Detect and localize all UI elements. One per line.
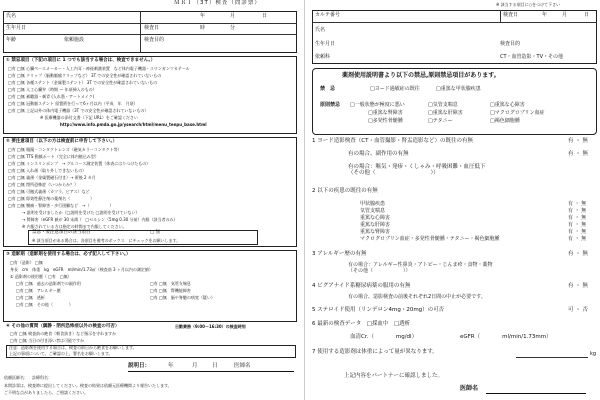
summary-note: ※ 該当項目がある場合は、各項目を備考のボックス にチェックをお願いします。	[32, 238, 181, 243]
age-label: 年齢	[6, 37, 17, 43]
name-label: 氏名	[315, 27, 326, 33]
exam-date-label: 検査日	[144, 25, 160, 31]
question-1-detail[interactable]: 有の場合：嘔気・発疹・くしゃみ・呼吸困難・血圧低下 （その他（ ））	[348, 164, 486, 177]
signature-line[interactable]	[128, 371, 294, 372]
contra-item[interactable]: □有 □無 上記以外の体内電子機器（3T での安全性が確認されていないもの）	[8, 108, 149, 113]
disease-item: 甲状腺疾患	[360, 201, 386, 207]
disease-answer[interactable]: 有 ・ 無	[568, 201, 587, 207]
lab-cr[interactable]: 血清Cr.（ mg/dl）	[350, 334, 418, 340]
question-1: 1 ヨード造影検査（CT・血管撮影・腎盂造影など）の既往の有無	[312, 138, 473, 144]
question-4-detail: 有の場合、造影検査の前後それぞれ2日間の中止が必要です。	[348, 294, 486, 300]
kg-unit: kg	[590, 351, 597, 357]
drug-contra-heading: 薬剤使用説明書より以下の禁忌,原則禁忌項目があります。	[342, 72, 500, 79]
other-row[interactable]: □有 □無 当日の付き添い者は可能ですか	[10, 338, 85, 343]
exam-type-options[interactable]: CT・血管造影・TV・その他	[500, 54, 564, 60]
footer-line: 本問診票は、検査時に提出してください。検査の結果は依頼元医療機関より報告いたします。	[4, 383, 172, 388]
exam-purpose-label: 検査目的	[500, 41, 521, 47]
contra-item[interactable]: □有 □無 クリップ（脳動脈瘤クリップなど） 3T での安全性が確認されていないもの	[8, 73, 162, 78]
note-line: 上記の事項について、ご確認の上、署名をお願いします。	[9, 351, 113, 356]
contra-item[interactable]: □有 □無 補聴器・刺青 (入れ墨・アートメイク)	[8, 94, 95, 99]
contra-item[interactable]: □有 □無 冠動脈ステント 留置術を行って6ヶ月以内（平成 年 月頃）	[8, 101, 138, 106]
warn-item[interactable]: □有 □無 インスリンポンプ → グルコース測定装置（体表にはりつけたもの）	[8, 161, 151, 166]
question-4: 4 ビグアナイド系糖尿病薬の服用の有無	[312, 283, 411, 289]
contrast-row[interactable]: □有 □無 脳や脊髄の病変（疑い）	[150, 295, 215, 300]
left-header-box	[3, 11, 297, 53]
summary-none-check[interactable]: □ 無	[150, 230, 161, 235]
name-label: 氏名	[6, 13, 17, 19]
contrast-row[interactable]: □有 □無 腎機能障害	[150, 288, 191, 293]
warn-sub: ※ 内服されている方は指定の時間まで内服してください。	[22, 224, 127, 229]
facility-label: 依頼施設	[64, 37, 85, 43]
right-page: ※ 該当する項目に○をつけて下さい カルテ番号 氏名 生年月日 依頼科 検査日 年 月 日 検査目的 CT・血管造影・TV・その他 薬剤使用説明書より以下の禁忌,原則禁忌項目があります。 禁 忌 □ヨード過敏症の既往 □重篤な甲状腺疾患 原則禁忌 □一般状態が極度に悪い □気管支喘息 □重篤な心障害 □重篤な肝障害 □重篤な腎障害 □マクログロブリン血症 □多発性骨髄腫 □テタニー □褐色細胞腫 1 ヨード造影検査（CT・血管撮影・腎盂造影など）の既往の有無 有 ・ 無 有の場合、副作用の有無 有 ・ 無 有の場合：嘔気・発疹・くしゃみ・呼吸困難・血圧低下 （その他（ ）） 2 以下の疾患の既往の有無 甲状腺疾患 気管支喘息 重篤な心障害 重篤な肝障害 重篤な腎障害 マクログロブリン血症・多発性骨髄腫・テタニー・褐色細胞腫 有 ・ 無 有 ・ 無 有 ・ 無 有 ・ 無 有 ・ 無 有 ・ 無 3 アレルギー歴の有無 有 ・ 無 有の場合：アレルギー性鼻炎・アトピー・じんま疹・食物・薬物 （その他（ ）） 4 ビグアナイド系糖尿病薬の服用の有無 有 ・ 無 有の場合、造影検査の前後それぞれ2日間の中止が必要です。 5 ステロイド使用（リンデロン4mg・20mg）の可否 可 ・ 否 6 最新の検査データ □採血中 □透析 血清Cr.（ mg/dl） eGFR（ ml/min/1.73mm） 7 使用する造影剤は体重によって量が異なります。 kg 上記内容をパートナーに確認しました。 医師名	[312, 2, 597, 392]
answer-1-sub[interactable]: 有 ・ 無	[568, 151, 588, 157]
kinki-item[interactable]: □重篤な甲状腺疾患	[436, 86, 481, 92]
disease-item: 重篤な腎障害	[360, 229, 391, 235]
contrast-history[interactable]: ① 造影剤の使用歴（ □有 □無）	[10, 274, 72, 279]
note-line: 注意：造影剤を使用する場合は、検査の前日から絶食をお願いします。	[9, 345, 137, 350]
contra-note: ※ 医療機器の添付文書（下記 URL）をご確認ください	[40, 115, 138, 120]
disease-answer[interactable]: 有 ・ 無	[568, 222, 587, 228]
contra-item[interactable]: □有 □無 心臓ペースメーカー・人工内耳・神経刺激装置 など体内電子機器・スワンガンツカテール	[8, 66, 190, 71]
weight-line[interactable]	[516, 357, 588, 358]
gensoku-item[interactable]: □気管支喘息	[428, 102, 458, 108]
disease-item: マクログロブリン血症・多発性骨髄腫・テタニー・褐色細胞腫	[360, 236, 500, 242]
answer-1[interactable]: 有 ・ 無	[568, 138, 588, 144]
warn-item[interactable]: □有 □無 義歯（金属製磁石付き）→ 術後 2 カ月	[8, 175, 96, 180]
doctor-signature-line[interactable]	[486, 393, 586, 394]
warn-item[interactable]: □有 □無 入れ歯（取り外しできないもの）	[8, 168, 87, 173]
disease-item: 重篤な心障害	[360, 215, 391, 221]
contra-item[interactable]: □有 □無 各種ステント（金属製ステント） 3T での安全性が確認されていないもの	[8, 80, 158, 85]
other-time: 日勤業務（9:00～16:30）の検査時刻	[175, 324, 246, 329]
dob-label: 生年月日	[6, 25, 27, 31]
question-2: 2 以下の疾患の既往の有無	[312, 188, 378, 194]
contrast-row[interactable]: □有 □無 透析	[16, 295, 45, 300]
contra-item[interactable]: □有 □無 人工心臓弁（時期 — 年頃挿入のもの）	[8, 87, 97, 92]
gensoku-item[interactable]: □重篤な腎障害	[368, 110, 403, 116]
gensoku-item[interactable]: □重篤な心障害	[490, 102, 525, 108]
warn-item[interactable]: □有 □無 TTS 動脈ポート（完全に体内植込み型）	[8, 154, 99, 159]
answer-4[interactable]: 有 ・ 無	[568, 283, 588, 289]
warn-item[interactable]: □有 □無 眼鏡・コンタクトレンズ（磁気カラーコンタクト等）	[8, 147, 122, 152]
contra-url[interactable]: http://www.info.pmda.go.jp/ysearch/html/menu_tenpu_base.html	[60, 122, 207, 127]
question-1-sub: 有の場合、副作用の有無	[348, 151, 409, 157]
body-metrics[interactable]: 身長 cm 体重 kg eGFR ml/min/1.73㎡（検査前 3 ヶ月以内の測定値）	[10, 267, 153, 272]
disease-item: 重篤な肝障害	[360, 222, 391, 228]
question-3: 3 アレルギー歴の有無	[312, 251, 367, 257]
dob-label: 生年月日	[315, 41, 336, 47]
warn-item[interactable]: □有 □無 閉所恐怖症（いつからか？）	[8, 182, 79, 187]
disease-answer[interactable]: 有 ・ 無	[568, 236, 587, 242]
gensoku-item[interactable]: □褐色細胞腫	[490, 118, 520, 124]
footer-line: 依頼医師名： 診療科名：	[4, 375, 52, 380]
gensoku-item[interactable]: □テタニー	[428, 118, 453, 124]
left-page: ＭＲＩ（3T）検査（問診票） 氏名 生年月日 年齢 依頼施設 年 月 日 検査日 時 分 検査目的 ① 禁忌項目（下記の項目に 1 つでも該当する場合は、検査できません。） □有 □無 心臓ペースメーカー・人工内耳・神経刺激装置 など体内電子機器・スワンガンツカテール □有 □無 クリップ（脳動脈瘤クリップなど） 3T での安全性が確認されていないもの □有 □無 各種ステント（金属製ステント） 3T での安全性が確認されていないもの □有 □無 人工心臓弁（時期 — 年頃挿入のもの） □有 □無 補聴器・刺青 (入れ墨・アートメイク) □有 □無 冠動脈ステント 留置術を行って6ヶ月以内（平成 年 月頃） □有 □無 上記以外の体内電子機器（3T での安全性が確認されていないもの） ※ 医療機器の添付文書（下記 URL）をご確認ください http://www.info.pmda.go.jp/ysearch/html/menu_tenpu_base.html ② 要注意項目（以下の方は検査前に申告して下さい。） □有 □無 眼鏡・コンタクトレンズ（磁気カラーコンタクト等） □有 □無 TTS 動脈ポート（完全に体内植込み型） □有 □無 インスリンポンプ → グルコース測定装置（体表にはりつけたもの） □有 □無 入れ歯（取り外しできないもの） □有 □無 義歯（金属製磁石付き）→ 術後 2 カ月 □有 □無 閉所恐怖症（いつからか？） □有 □無 可撤式義歯（カツラ、ピアス）など □有 □無 即効性静注剤の薬剤名（ ） □有 □無 腰痛・腎障害・歩行困難など →（ ） → 説明を受けましたか（□説明を受けた □説明を受けていない） → 腎障害（eGFR 値が 30 未満 ） □セルシン（5mg 0.30 分前）内服（該当者のみ） ※ 内服されている方は指定の時間まで内服してください。 禁忌・要注意項目の該当項目 □ 無 ※ 該当項目がある場合は、各項目を備考のボックス にチェックをお願いします。 ③ 造影剤（造影剤を使用する場合は、必ず記入して下さい。） □有（造影） □無 身長 cm 体重 kg eGFR ml/min/1.73㎡（検査前 3 ヶ月以内の測定値） ① 造影剤の使用歴（ □有 □無） □有 □無 過去の造影剤での副作用 □有 □無 気管支喘息 □有 □無 アレルギー歴 □有 □無 腎機能障害 □有 □無 透析 □有 □無 脳や脊髄の病変（疑い） □有 □無 その他（ ） ④ その他の質問（鎮静・閉所恐怖症以外の検査の可否） 日勤業務（9:00～16:30）の検査時刻 □有 □無 検査前の絶食（朝食抜き）など指示を守れますか □有 □無 当日の付き添い者は可能ですか 注意：造影剤を使用する場合は、検査の前日から絶食をお願いします。 上記の事項について、ご確認の上、署名をお願いします。 説明日： 年 月 日 医師名 依頼医師名： 診療科名： 本問診票は、検査時に提出してください。検査の結果は依頼元医療機関より報告いたします。 ご不明な点がありましたら、ご相談ください。	[0, 0, 300, 400]
page-title: ＭＲＩ（3T）検査（問診票）	[174, 0, 261, 6]
answer-5[interactable]: 可 ・ 否	[568, 307, 588, 313]
disease-answer[interactable]: 有 ・ 無	[568, 208, 587, 214]
lab-egfr[interactable]: eGFR（ ml/min/1.73mm）	[460, 334, 552, 340]
signature-date-label: 説明日：	[128, 363, 151, 369]
kinki-item[interactable]: □ヨード過敏症の既往	[370, 86, 420, 92]
disease-answer[interactable]: 有 ・ 無	[568, 215, 587, 221]
gensoku-item[interactable]: □マクログロブリン血症	[490, 110, 545, 116]
warn-item[interactable]: □有 □無 可撤式義歯（カツラ、ピアス）など	[8, 189, 90, 194]
summary-label: 禁忌・要注意項目の該当項目	[32, 230, 91, 235]
warn-item[interactable]: □有 □無 即効性静注剤の薬剤名（ ）	[8, 196, 95, 201]
exam-date-label: 検査日	[503, 12, 519, 18]
gensoku-item[interactable]: □一般状態が極度に悪い	[350, 102, 405, 108]
kinki-label: 禁 忌	[320, 86, 336, 92]
disease-item: 気管支喘息	[360, 208, 386, 214]
warn-sub: → 説明を受けましたか（□説明を受けた □説明を受けていない）	[22, 210, 140, 215]
contrast-row[interactable]: □有 □無 過去の造影剤での副作用	[16, 281, 81, 286]
question-3-detail[interactable]: 有の場合：アレルギー性鼻炎・アトピー・じんま疹・食物・薬物 （その他（ ））	[348, 262, 493, 274]
question-7: 7 使用する造影剤は体重によって量が異なります。	[312, 349, 438, 355]
warning-heading: ② 要注意項目（以下の方は検査前に申告して下さい。）	[6, 139, 118, 144]
disease-answer[interactable]: 有 ・ 無	[568, 229, 587, 235]
gensoku-label: 原則禁忌	[320, 102, 341, 108]
chart-no-label: カルテ番号	[315, 12, 341, 18]
answer-3[interactable]: 有 ・ 無	[568, 251, 588, 257]
contraindication-heading: ① 禁忌項目（下記の項目に 1 つでも該当する場合は、検査できません。）	[6, 58, 156, 63]
gensoku-item[interactable]: □多発性骨髄腫	[368, 118, 403, 124]
warn-sub: → 腎障害（eGFR 値が 30 未満 ） □セルシン（5mg 0.30 分前）内服（該当者のみ）	[22, 217, 178, 222]
contrast-row[interactable]: □有 □無 気管支喘息	[150, 281, 191, 286]
contrast-use-check[interactable]: □有（造影） □無	[10, 260, 43, 265]
contrast-row[interactable]: □有 □無 アレルギー歴	[16, 288, 61, 293]
footer-line: ご不明な点がありましたら、ご相談ください。	[4, 390, 88, 395]
contrast-row[interactable]: □有 □無 その他（ ）	[16, 302, 73, 307]
warn-item[interactable]: □有 □無 腰痛・腎障害・歩行困難など →（ ）	[8, 203, 114, 208]
exam-purpose-label: 検査目的	[144, 37, 165, 43]
contrast-section	[3, 250, 297, 322]
question-6: 6 最新の検査データ □採血中 □透析	[312, 321, 411, 327]
top-note: ※ 該当する項目に○をつけて下さい	[496, 2, 561, 7]
other-heading: ④ その他の質問（鎮静・閉所恐怖症以外の検査の可否）	[6, 324, 120, 329]
doctor-name-label: 医師名	[234, 363, 251, 369]
question-5: 5 ステロイド使用（リンデロン4mg・20mg）の可否	[312, 307, 445, 313]
contrast-heading: ③ 造影剤（造影剤を使用する場合は、必ず記入して下さい。）	[6, 252, 131, 257]
doctor-signature-label: 医師名	[460, 385, 479, 392]
other-row[interactable]: □有 □無 検査前の絶食（朝食抜き）など指示を守れますか	[10, 331, 117, 336]
gensoku-item[interactable]: □重篤な肝障害	[428, 110, 463, 116]
confirm-text: 上記内容をパートナーに確認しました。	[344, 373, 444, 379]
dept-label: 依頼科	[315, 54, 331, 60]
